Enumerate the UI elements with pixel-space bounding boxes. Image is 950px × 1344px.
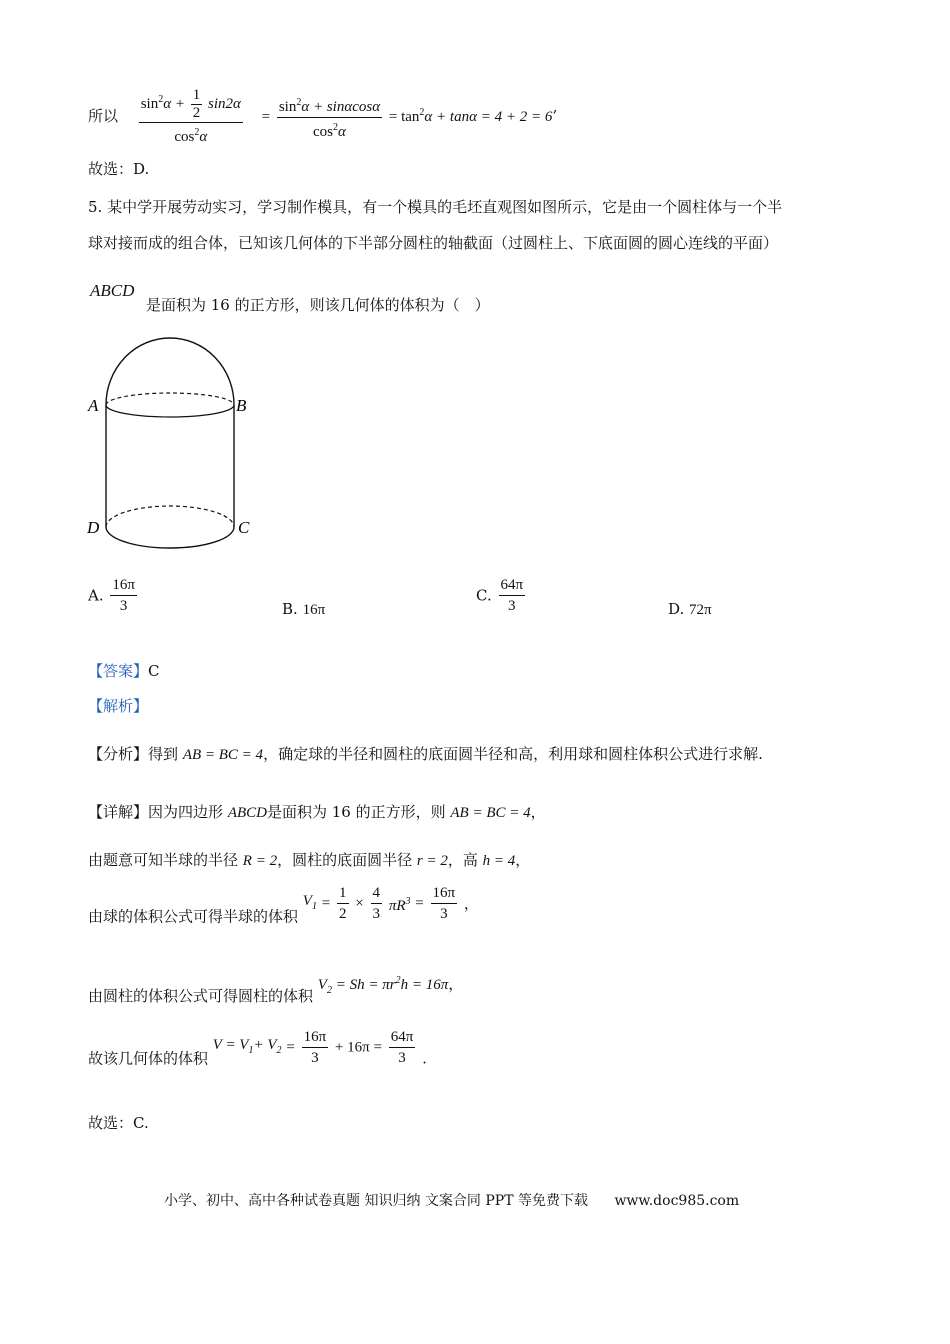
label-c: C xyxy=(238,518,250,537)
option-b[interactable]: B. 16π xyxy=(282,600,326,618)
top-equation: 所以 $\sin^2\alpha$ + $\frac{1}{2}$ sin2α $\cos^2\alpha$ = $\frac{\sin^2\alpha + \sin\alpha\cos\alpha}{\cos^2\alpha}$ = $\tan^2\alpha + \tan\alpha = 4 + 2 = 6$’ xyxy=(88,87,558,145)
cylinder-volume-line: 由圆柱的体积公式可得圆柱的体积 $V_2 = Sh = \pi r^2h = 16\pi$， xyxy=(88,975,464,1005)
solid-figure xyxy=(84,336,264,558)
option-a[interactable]: A. $\frac{16\pi}{3}$ xyxy=(88,577,135,614)
top-fraction-1: $\sin^2\alpha$ + $\frac{1}{2}$ sin2α $\cos^2\alpha$ xyxy=(140,87,241,145)
label-d: D xyxy=(87,518,100,537)
answer-value: C xyxy=(148,662,160,680)
analysis-tag: 【解析】 xyxy=(88,697,149,715)
q5-abcd: ABCD xyxy=(90,281,135,300)
total-volume-line: 故该几何体的体积 $V = V_1+ V_2$ = $\frac{16\pi}{3}$ + 16π = $\frac{64\pi}{3}$ . xyxy=(88,1029,427,1068)
top-fraction-2: $\frac{\sin^2\alpha + \sin\alpha\cos\alpha}{\cos^2\alpha}$ xyxy=(277,94,382,141)
footer-url[interactable]: www.doc985.com xyxy=(614,1193,740,1209)
choose-c: 故选：C. xyxy=(88,1114,149,1132)
q5-line3: 是面积为 16 的正方形，则该几何体的体积为（ ） xyxy=(146,296,490,314)
radius-line: 由题意可知半球的半径 R = 2，圆柱的底面圆半径 r = 2，高 h = 4， xyxy=(88,851,531,869)
top-prefix: 所以 xyxy=(88,107,119,125)
footer-text: 小学、初中、高中各种试卷真题 知识归纳 文案合同 PPT 等免费下载 xyxy=(164,1193,588,1209)
answer xyxy=(88,660,160,682)
q5-line1: 5. 某中学开展劳动实习，学习制作模具，有一个模具的毛坯直观图如图所示，它是由一个圆柱体与一个半 xyxy=(88,198,783,216)
footer xyxy=(164,1190,739,1212)
option-c[interactable]: C. $\frac{64\pi}{3}$ xyxy=(476,577,524,614)
answer-tag: 【答案】 xyxy=(88,662,149,680)
q5-line2: 球对接而成的组合体，已知该几何体的下半部分圆柱的轴截面（过圆柱上、下底面圆的圆心连线的平面） xyxy=(88,234,779,252)
sphere-volume-line: 由球的体积公式可得半球的体积 $V_1$ = $\frac{1}{2}$ × $\frac{4}{3}$ $\pi R^3$ = $\frac{16\pi}{3}$ ， xyxy=(88,885,479,926)
label-b: B xyxy=(236,396,247,415)
option-d[interactable]: D. 72π xyxy=(668,600,712,618)
fenxi-line: 【分析】得到 AB = BC = 4，确定球的半径和圆柱的底面圆半径和高，利用球和圆柱体积公式进行求解. xyxy=(88,745,763,763)
label-a: A xyxy=(88,396,99,415)
choose-d: 故选：D. xyxy=(88,160,150,178)
xiangjie-line: 【详解】因为四边形 ABCD是面积为 16 的正方形，则 AB = BC = 4， xyxy=(88,803,546,821)
